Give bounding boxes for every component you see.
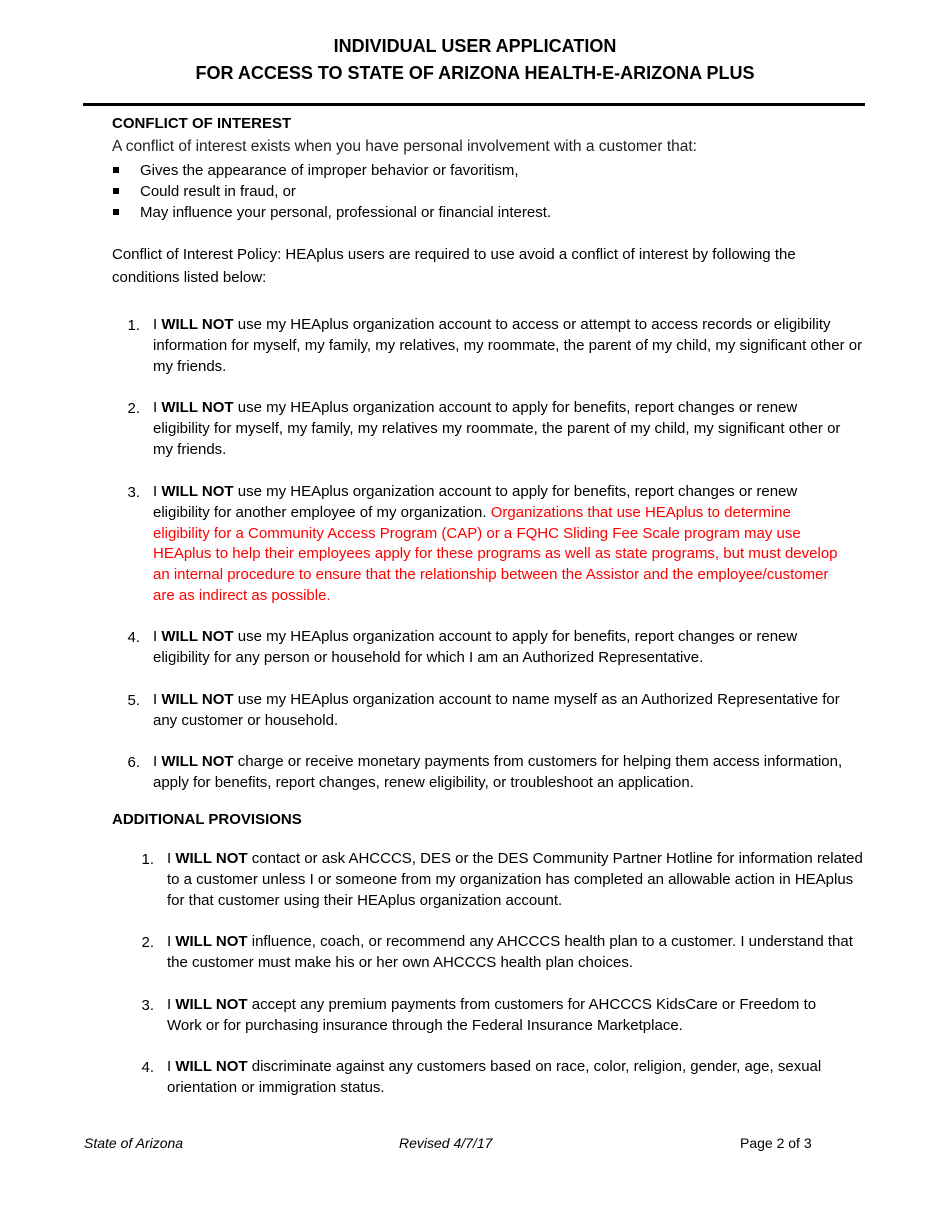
item-number: 5. — [127, 692, 140, 709]
will-not-emphasis: WILL NOT — [175, 933, 248, 950]
conflict-policy-line1: Conflict of Interest Policy: HEAplus users are required to use avoid a conflict of interest by following the — [112, 246, 796, 263]
bullet-square-icon — [113, 188, 119, 194]
conflict-policy-line2: conditions listed below: — [112, 269, 267, 286]
conflict-item: I WILL NOT use my HEAplus organization account to access or attempt to access records or eligibility information for myself, my family, my relatives, my roommate, the parent of my child, my significant other or my friends. — [153, 316, 863, 375]
conflict-item: I WILL NOT use my HEAplus organization account to apply for benefits, report changes or renew eligibility for another employee of my organization. Organizations that use HEAplus to determine eligibility for a Community Access Program (CAP) or a FQHC Sliding Fee Scale program may use HEAplus to help their employees apply for these programs as well as state programs, but must develop an internal procedure to ensure that the relationship between the Assistor and the employee/customer are as indirect as possible. — [153, 483, 838, 604]
item-number: 3. — [127, 484, 140, 501]
provision-item: I WILL NOT influence, coach, or recommend any AHCCCS health plan to a customer. I understand that the customer must make his or her own AHCCCS health plan choices. — [167, 933, 853, 971]
will-not-emphasis: WILL NOT — [175, 850, 248, 867]
title-divider — [83, 103, 865, 106]
item-number: 2. — [127, 400, 140, 417]
provision-item: I WILL NOT accept any premium payments from customers for AHCCCS KidsCare or Freedom to Work or for purchasing insurance through the Federal Insurance Marketplace. — [167, 996, 817, 1034]
conflict-policy — [112, 243, 872, 289]
will-not-emphasis: WILL NOT — [161, 483, 234, 500]
will-not-emphasis: WILL NOT — [161, 691, 234, 708]
cap-fqhc-exception-note: Organizations that use HEAplus to determine eligibility for a Community Access Program (CAP) or a FQHC Sliding Fee Scale program may use HEAplus to help their employees apply for these programs as well as state programs, but must develop an internal procedure to ensure that the relationship between the Assistor and the employee/customer are as indirect as possible. — [153, 503, 838, 604]
item-number: 3. — [141, 997, 154, 1014]
item-number: 4. — [127, 629, 140, 646]
provision-item: I WILL NOT discriminate against any customers based on race, color, religion, gender, age, sexual orientation or immigration status. — [167, 1058, 822, 1096]
conflict-item: I WILL NOT use my HEAplus organization account to name myself as an Authorized Representative for any customer or household. — [153, 691, 840, 729]
will-not-emphasis: WILL NOT — [161, 316, 234, 333]
will-not-emphasis: WILL NOT — [161, 399, 234, 416]
document-title-line2: FOR ACCESS TO STATE OF ARIZONA HEALTH-E-ARIZONA PLUS — [195, 63, 755, 83]
will-not-emphasis: WILL NOT — [161, 628, 234, 645]
conflict-bullet: Gives the appearance of improper behavior or favoritism, — [140, 162, 519, 179]
item-number: 4. — [141, 1059, 154, 1076]
conflict-heading: CONFLICT OF INTEREST — [112, 115, 292, 132]
conflict-item: I WILL NOT use my HEAplus organization account to apply for benefits, report changes or renew eligibility for any person or household for which I am an Authorized Representative. — [153, 628, 798, 666]
item-number: 1. — [141, 851, 154, 868]
provision-item: I WILL NOT contact or ask AHCCCS, DES or the DES Community Partner Hotline for information related to a customer unless I or someone from my organization has completed an allowable action in HEAplus for that customer using their HEAplus organization account. — [167, 850, 863, 909]
conflict-bullet: Could result in fraud, or — [140, 183, 296, 200]
conflict-bullet: May influence your personal, professional or financial interest. — [140, 204, 552, 221]
additional-provisions-heading: ADDITIONAL PROVISIONS — [112, 811, 302, 828]
item-number: 6. — [127, 754, 140, 771]
item-number: 1. — [127, 317, 140, 334]
document-title-line1: INDIVIDUAL USER APPLICATION — [333, 36, 617, 56]
conflict-item: I WILL NOT charge or receive monetary payments from customers for helping them access information, apply for benefits, report changes, renew eligibility, or troubleshoot an application. — [153, 753, 843, 791]
footer-state: State of Arizona — [84, 1135, 184, 1151]
will-not-emphasis: WILL NOT — [175, 1058, 248, 1075]
will-not-emphasis: WILL NOT — [161, 753, 234, 770]
footer-page-number: Page 2 of 3 — [740, 1135, 812, 1151]
bullet-square-icon — [113, 167, 119, 173]
bullet-square-icon — [113, 209, 119, 215]
conflict-item: I WILL NOT use my HEAplus organization account to apply for benefits, report changes or renew eligibility for myself, my family, my relatives my roommate, the parent of my child, my significant other or my friends. — [153, 399, 841, 458]
footer-revision-date: Revised 4/7/17 — [399, 1135, 493, 1151]
conflict-intro: A conflict of interest exists when you have personal involvement with a customer that: — [112, 138, 697, 155]
item-number: 2. — [141, 934, 154, 951]
will-not-emphasis: WILL NOT — [175, 996, 248, 1013]
